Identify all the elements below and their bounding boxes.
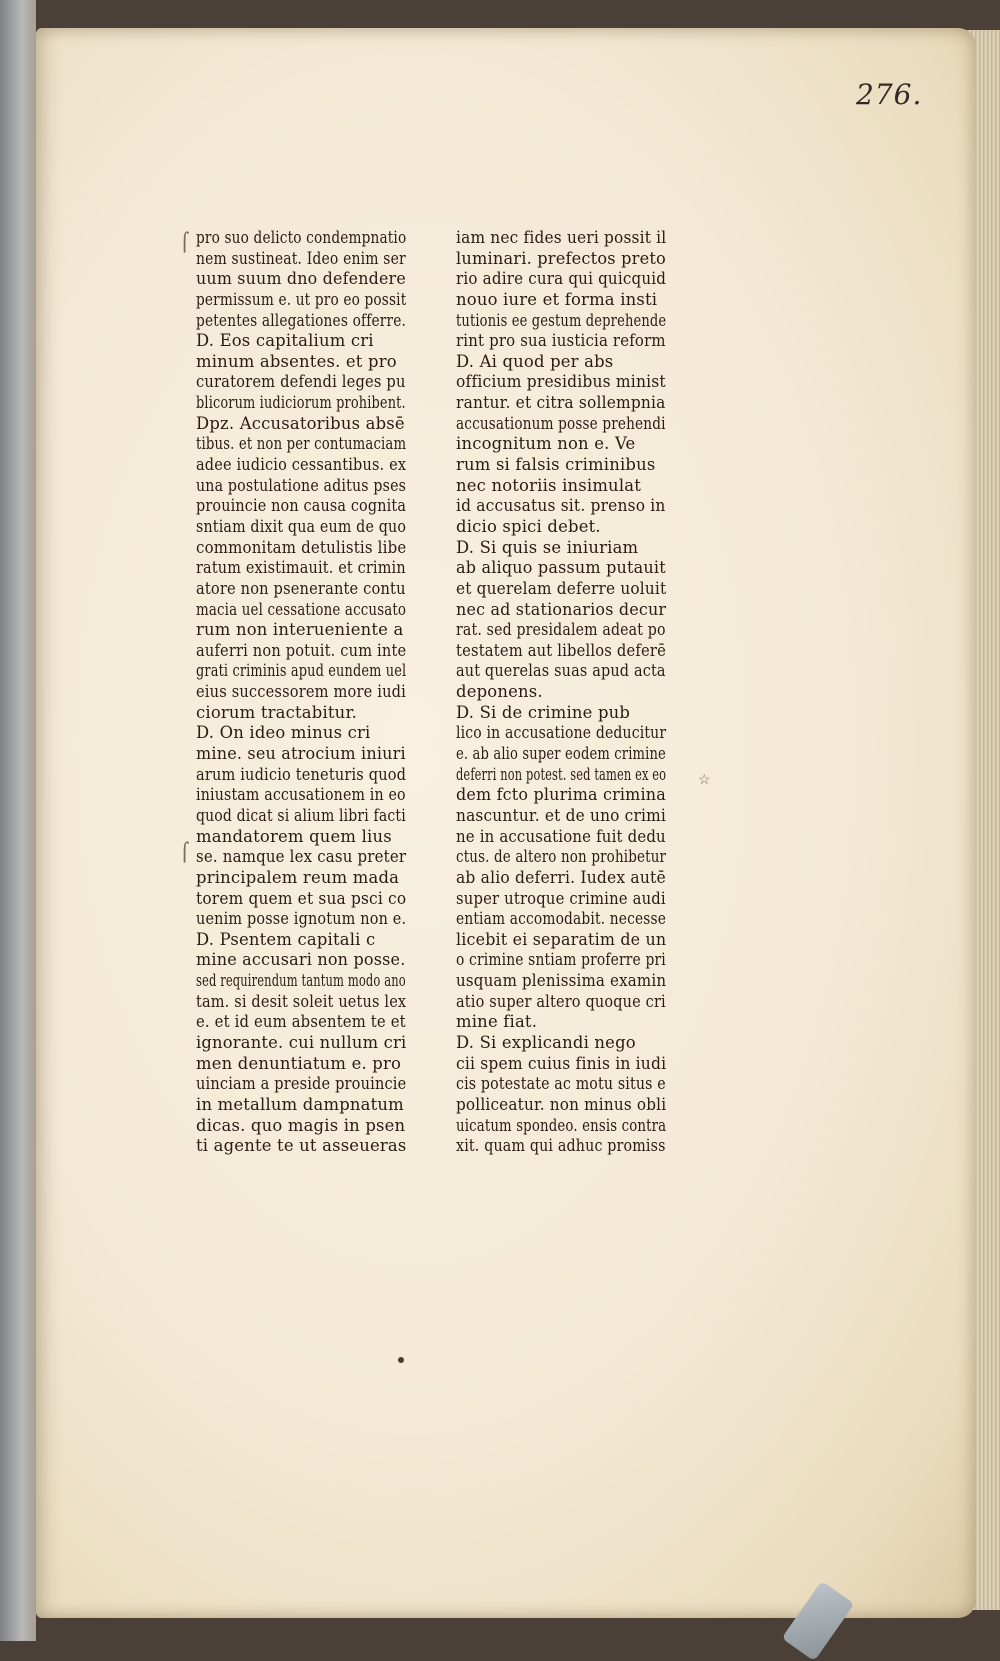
text-line: nascuntur. et de uno crimi [456,805,666,825]
text-line: petentes allegationes offerre. [196,310,407,330]
text-line: nec notoriis insimulat [456,475,642,495]
text-line: rantur. et citra sollempnia [456,393,666,413]
text-line: lico in accusatione deducitur [456,723,667,743]
text-line: uenim posse ignotum non e. [196,909,407,929]
text-line: mine fiat. [456,1012,538,1032]
text-line: iniustam accusationem in eo [196,785,406,805]
text-line: grati criminis apud eundem uel [196,661,407,681]
text-line: accusationum posse prehendi [456,413,666,433]
text-line: arum iudicio teneturis quod [196,764,407,784]
text-line: incognitum non e. Ve [456,434,636,454]
text-line: mine accusari non posse. [196,950,406,970]
text-line: mine. seu atrocium iniuri [196,744,406,764]
text-line: deferri non potest. sed tamen ex eo [456,764,667,784]
text-line: uicatum spondeo. ensis contra [456,1115,667,1135]
text-line: testatem aut libellos deferē [456,640,666,660]
text-line: D. Eos capitalium cri [196,331,374,351]
text-line: ignorante. cui nullum cri [196,1032,407,1052]
text-line: deponens. [456,682,543,702]
text-line: rum non interueniente a [196,620,404,640]
marginal-bracket-icon: ⌠ [180,232,190,253]
text-line: ctus. de altero non prohibetur [456,847,667,867]
text-line: minum absentes. et pro [196,351,397,371]
text-line: tam. si desit soleit uetus lex [196,991,407,1011]
text-line: principalem reum mada [196,867,400,887]
text-line: commonitam detulistis libe [196,537,407,557]
text-line: nem sustineat. Ideo enim ser [196,248,406,268]
text-line: ab alio deferri. Iudex autē [456,867,666,887]
text-line: nec ad stationarios decur [456,599,667,619]
text-line: officium presidibus minist [456,372,666,392]
facing-page-edge [0,0,36,1641]
ink-dot [398,1357,404,1363]
text-line: sntiam dixit qua eum de quo [196,516,407,536]
text-line: o crimine sntiam proferre pri [456,950,666,970]
text-line: rio adire cura qui quicquid [456,269,667,289]
text-line: rat. sed presidalem adeat po [456,620,666,640]
text-line: nouo iure et forma insti [456,289,658,309]
text-line: dicio spici debet. [456,516,601,536]
text-line: permissum e. ut pro eo possit [196,289,407,309]
text-line: ab aliquo passum putauit [456,558,666,578]
text-line: tibus. et non per contumaciam [196,434,407,454]
text-line: pro suo delicto condempnatio [196,228,407,247]
text-line: D. Si quis se iniuriam [456,537,639,557]
text-line: men denuntiatum e. pro [196,1053,402,1073]
text-line: se. namque lex casu preter [196,847,407,867]
text-line: rint pro sua iusticia reform [456,331,666,351]
text-line: luminari. prefectos preto [456,248,666,268]
text-line: super utroque crimine audi [456,888,666,908]
text-line: tutionis ee gestum deprehende [456,310,667,330]
folio-number: 276. [856,78,923,111]
text-line: xit. quam qui adhuc promiss [456,1136,666,1156]
text-line: dem fcto plurima crimina [456,785,666,805]
marginal-bracket-icon: ⌠ [180,842,190,863]
text-line: entiam accomodabit. necesse [456,909,667,929]
text-line: D. Ai quod per abs [456,351,614,371]
text-line: una postulatione aditus pses [196,475,407,495]
text-line: usquam plenissima examin [456,971,667,991]
text-line: aut querelas suas apud acta [456,661,666,681]
text-line: uum suum dno defendere [196,269,406,289]
text-line: atore non psenerante contu [196,578,406,598]
text-line: atio super altero quoque cri [456,991,666,1011]
text-line: D. Si explicandi nego [456,1032,636,1052]
text-line: uinciam a preside prouincie [196,1074,407,1094]
text-line: curatorem defendi leges pu [196,372,406,392]
text-line: ti agente te ut asseueras [196,1136,407,1156]
text-line: et querelam deferre uoluit [456,578,667,598]
text-line: quod dicat si alium libri facti [196,805,406,825]
text-line: sed requirendum tantum modo ano [196,971,406,991]
text-line: in metallum dampnatum [196,1094,404,1114]
text-line: cis potestate ac motu situs e [456,1074,666,1094]
text-line: dicas. quo magis in psen [196,1115,406,1135]
text-line: D. On ideo minus cri [196,723,371,743]
text-line: iam nec fides ueri possit il [456,228,667,247]
text-line: torem quem et sua psci co [196,888,407,908]
text-line: prouincie non causa cognita [196,496,407,516]
text-column-right [456,228,758,1157]
marginal-star-icon: ☆ [698,772,711,788]
text-line: auferri non potuit. cum inte [196,640,407,660]
text-line: e. ab alio super eodem crimine [456,744,666,764]
text-line: e. et id eum absentem te et [196,1012,406,1032]
text-line: ne in accusatione fuit dedu [456,826,666,846]
text-line: blicorum iudiciorum prohibent. [196,393,406,413]
text-line: Dpz. Accusatoribus absē [196,413,405,433]
text-line: id accusatus sit. prenso in [456,496,666,516]
text-line: licebit ei separatim de un [456,929,667,949]
text-line: eius successorem more iudi [196,682,407,702]
text-line: D. Si de crimine pub [456,702,631,722]
text-line: ratum existimauit. et crimin [196,558,406,578]
text-line: rum si falsis criminibus [456,455,656,475]
text-line: ciorum tractabitur. [196,702,358,722]
text-line: D. Psentem capitali c [196,929,376,949]
text-line: mandatorem quem lius [196,826,392,846]
text-line: polliceatur. non minus obli [456,1094,667,1114]
text-line: cii spem cuius finis in iudi [456,1053,667,1073]
text-column-left [196,228,496,1157]
text-line: macia uel cessatione accusato [196,599,407,619]
text-line: adee iudicio cessantibus. ex [196,455,407,475]
